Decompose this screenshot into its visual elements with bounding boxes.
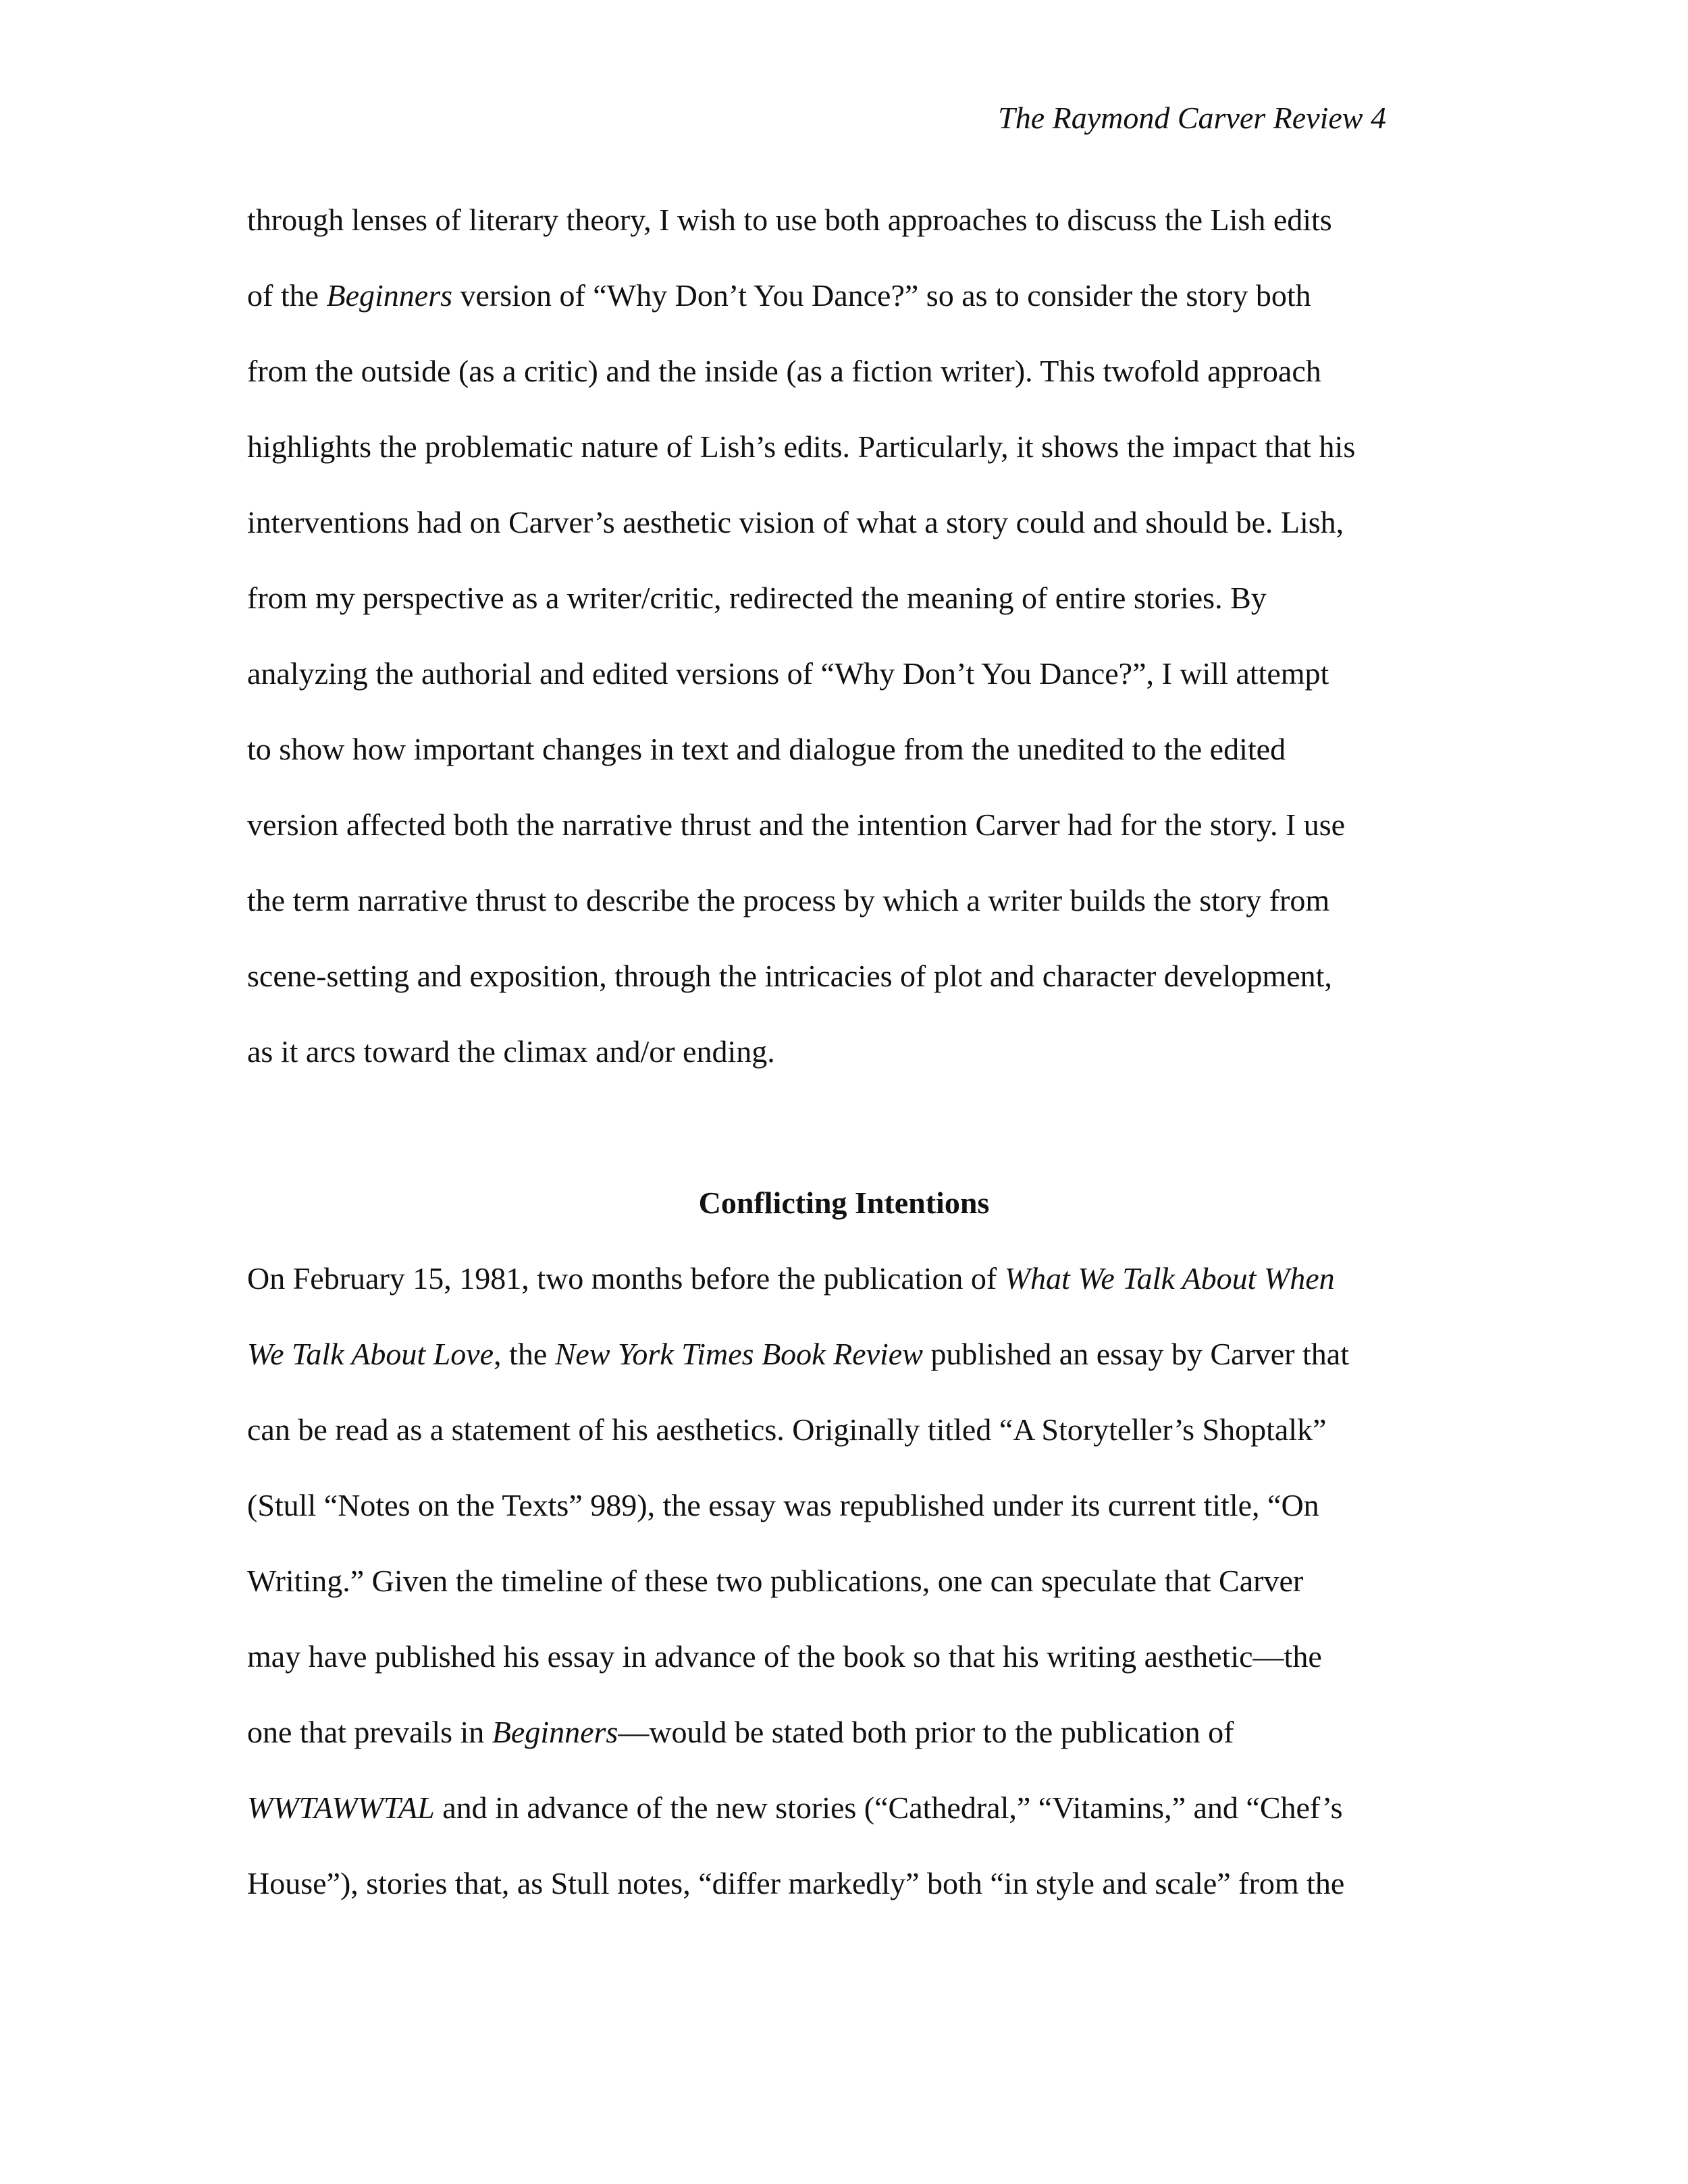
section-heading: Conflicting Intentions — [698, 1186, 990, 1220]
text-run: , the — [494, 1337, 555, 1371]
text-run: one that prevails in — [247, 1715, 492, 1749]
paragraph-2-line-1 — [247, 1258, 1335, 1299]
paragraph-1-line-4: highlights the problematic nature of Lish’s edits. Particularly, it shows the impact that his — [247, 429, 1356, 464]
paragraph-2-line-4: (Stull “Notes on the Texts” 989), the essay was republished under its current title, “On — [247, 1488, 1319, 1522]
paragraph-2-line-9: House”), stories that, as Stull notes, “differ markedly” both “in style and scale” from the — [247, 1866, 1345, 1900]
paragraph-2-line-6: may have published his essay in advance of the book so that his writing aesthetic—the — [247, 1639, 1322, 1674]
book-title: Beginners — [492, 1715, 618, 1749]
paragraph-2-line-7 — [247, 1712, 1234, 1753]
paragraph-2-line-8 — [247, 1788, 1342, 1828]
text-run: of the — [247, 278, 327, 313]
paragraph-1-line-8: to show how important changes in text and dialogue from the unedited to the edited — [247, 732, 1286, 766]
paragraph-1-line-3: from the outside (as a critic) and the inside (as a fiction writer). This twofold approach — [247, 354, 1321, 388]
paragraph-1-line-12: as it arcs toward the climax and/or ending. — [247, 1034, 775, 1069]
paragraph-1-line-7: analyzing the authorial and edited versions of “Why Don’t You Dance?”, I will attempt — [247, 656, 1329, 691]
book-title: We Talk About Love — [247, 1337, 494, 1371]
book-title: Beginners — [326, 278, 453, 313]
book-title: WWTAWWTAL — [247, 1790, 435, 1825]
paragraph-1-line-1: through lenses of literary theory, I wish to use both approaches to discuss the Lish edits — [247, 203, 1332, 237]
paragraph-2-line-2 — [247, 1334, 1349, 1375]
book-title: What We Talk About When — [1004, 1261, 1335, 1296]
publication-title: New York Times Book Review — [554, 1337, 923, 1371]
paragraph-2-line-5: Writing.” Given the timeline of these two publications, one can speculate that Carver — [247, 1564, 1304, 1598]
paragraph-1-line-5: interventions had on Carver’s aesthetic vision of what a story could and should be. Lish, — [247, 505, 1344, 539]
paragraph-1-line-2 — [247, 275, 1311, 316]
text-run: and in advance of the new stories (“Cathedral,” “Vitamins,” and “Chef’s — [434, 1790, 1343, 1825]
paragraph-2-line-3: can be read as a statement of his aesthetics. Originally titled “A Storyteller’s Shoptalk” — [247, 1412, 1327, 1447]
paragraph-1-line-10: the term narrative thrust to describe the process by which a writer builds the story from — [247, 883, 1330, 917]
text-run: On February 15, 1981, two months before the publication of — [247, 1261, 1005, 1296]
paragraph-1-line-9: version affected both the narrative thrust and the intention Carver had for the story. I use — [247, 807, 1346, 842]
paragraph-1-line-11: scene-setting and exposition, through the intricacies of plot and character development, — [247, 959, 1332, 993]
text-run: version of “Why Don’t You Dance?” so as to consider the story both — [452, 278, 1311, 313]
running-header: The Raymond Carver Review 4 — [998, 101, 1386, 135]
paragraph-1-line-6: from my perspective as a writer/critic, redirected the meaning of entire stories. By — [247, 581, 1267, 615]
text-run: published an essay by Carver that — [922, 1337, 1349, 1371]
text-run: —would be stated both prior to the publication of — [618, 1715, 1234, 1749]
